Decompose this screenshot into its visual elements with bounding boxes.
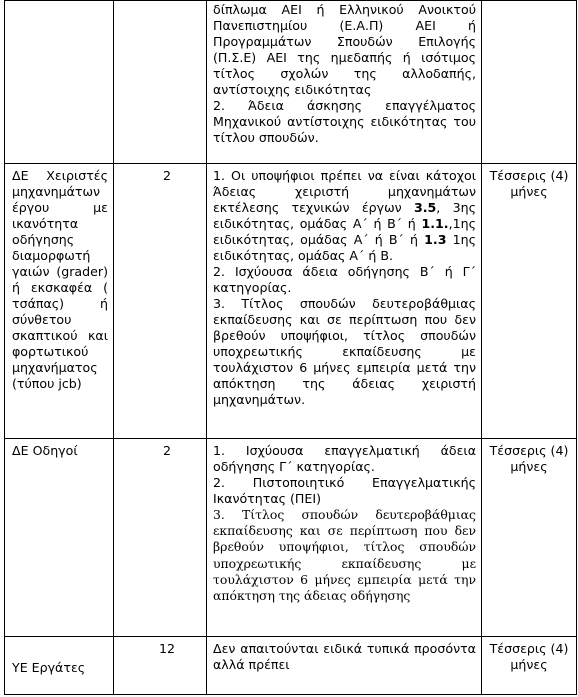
duration-cell [482, 1, 577, 164]
qualifications-cell [207, 637, 482, 695]
count-cell [114, 439, 207, 637]
position-cell [5, 439, 114, 637]
duration-cell [482, 439, 577, 637]
qualification-item-1: Δεν απαιτούνται ειδικά τυπικά προσόντα αλλά πρέπει [213, 641, 476, 672]
qualification-text: δίπλωμα ΑΕΙ ή Ελληνικού Ανοικτού Πανεπιστημίου (Ε.Α.Π) ΑΕΙ ή Προγραμμάτων Σπουδών Επιλογής (Π.Σ.Ε) ΑΕΙ της ημεδαπής ή ισότιμος τίτλος σχολών της αλλοδαπής, αντίστοιχης ειδικότητας [213, 2, 476, 97]
position-cell [5, 1, 114, 164]
position-title: ΔΕ Οδηγοί [12, 443, 78, 458]
count-cell [114, 637, 207, 695]
position-duration: Τέσσερις (4) μήνες [489, 443, 569, 474]
qualifications-cell [207, 439, 482, 637]
position-duration: Τέσσερις (4) μήνες [489, 641, 569, 672]
table-row [5, 164, 577, 439]
table-row [5, 1, 577, 164]
table-row [5, 439, 577, 637]
position-count: 2 [162, 168, 171, 183]
count-cell [114, 1, 207, 164]
position-cell [5, 164, 114, 439]
qualification-item-2: 2. Πιστοποιητικό Επαγγελματικής Ικανότητας (ΠΕΙ) [213, 475, 476, 506]
position-title: ΔΕ Χειριστές μηχανημάτων έργου με ικανότητα οδήγησης διαμορφωτή γαιών (grader) ή εκσκαφέα ( τσάπας) ή σύνθετου σκαπτικού και φορτωτικού μηχανήματος (τύπου jcb) [12, 168, 108, 391]
qualifications-cell [207, 164, 482, 439]
qualification-item-3: 3. Τίτλος σπουδών δευτεροβάθμιας εκπαίδευσης και σε περίπτωση που δεν βρεθούν υποψήφιοι, τίτλος σπουδών υποχρεωτικής εκπαίδευσης με τουλάχιστον 6 μήνες εμπειρία μετά την απόκτηση της άδειας χειριστή μηχανημάτων. [213, 296, 476, 407]
position-count: 2 [162, 443, 171, 458]
position-count: 12 [158, 641, 176, 656]
qualification-item-2: 2. Ισχύουσα άδεια οδήγησης Β΄ ή Γ΄ κατηγορίας. [213, 264, 476, 295]
duration-cell [482, 637, 577, 695]
table-row [5, 637, 577, 695]
qualification-item-1: 1. Ισχύουσα επαγγελματική άδεια οδήγησης Γ΄ κατηγορίας. [213, 443, 476, 474]
qualification-item-3: 3. Τίτλος σπουδών δευτεροβάθμιας εκπαίδευσης και σε περίπτωση που δεν βρεθούν υποψήφιοι, τίτλος σπουδών υποχρεωτικής εκπαίδευσης με τουλάχιστον 6 μήνες εμπειρία μετά την απόκτηση της άδειας οδήγησης [213, 507, 476, 604]
count-cell [114, 164, 207, 439]
position-cell [5, 637, 114, 695]
position-title: ΥΕ Εργάτες [12, 659, 86, 675]
qualifications-cell [207, 1, 482, 164]
qualification-item-1: 1. Οι υποψήφιοι πρέπει να είναι κάτοχοι Άδειας χειριστή μηχανημάτων εκτέλεσης τεχνικών έργων 3.5, 3ης ειδικότητας, ομάδας Α΄ ή Β΄ ή 1.1.,1ης ειδικότητας, ομάδας Α΄ ή Β΄ ή 1.3 1ης ειδικότητας, ομάδας Α΄ ή Β. [213, 168, 476, 263]
qualification-text: 2. Άδεια άσκησης επαγγέλματος Μηχανικού αντίστοιχης ειδικότητας του τίτλου σπουδών. [213, 98, 476, 145]
duration-cell [482, 164, 577, 439]
positions-table [4, 0, 577, 695]
position-duration: Τέσσερις (4) μήνες [489, 168, 569, 199]
